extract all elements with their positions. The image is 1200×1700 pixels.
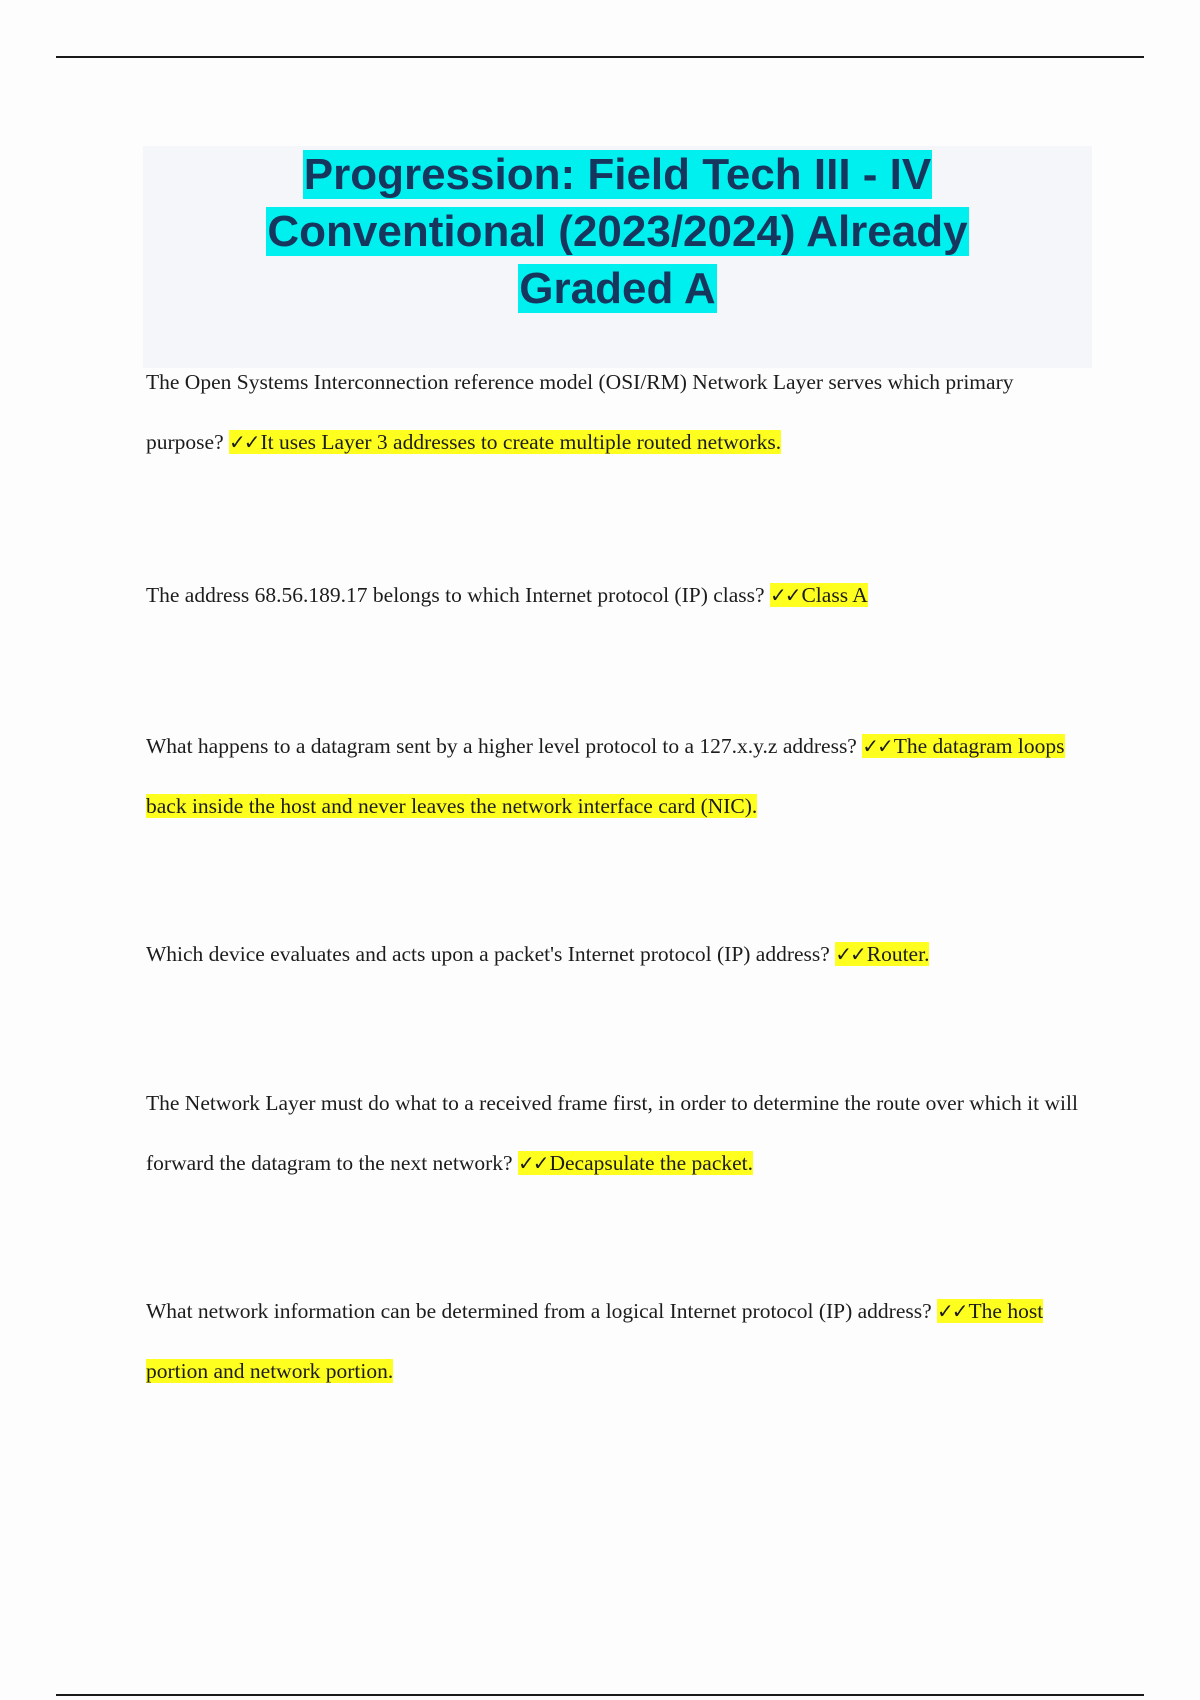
answer-text: Class A <box>801 583 868 607</box>
check-mark-icon: ✓✓ <box>937 1299 967 1323</box>
question-text: What happens to a datagram sent by a higher level protocol to a 127.x.y.z address? <box>146 734 857 758</box>
question-text: Which device evaluates and acts upon a packet's Internet protocol (IP) address? <box>146 942 830 966</box>
answer-text: Decapsulate the packet. <box>549 1151 753 1175</box>
answer-highlight <box>229 430 781 454</box>
question-text: The address 68.56.189.17 belongs to which Internet protocol (IP) class? <box>146 583 765 607</box>
answer-text: It uses Layer 3 addresses to create multiple routed networks. <box>260 430 782 454</box>
question-text: The Open Systems Interconnection reference model (OSI/RM) Network Layer serves which primary purpose? <box>146 370 1014 454</box>
title-line-2: Conventional (2023/2024) Already <box>267 207 968 256</box>
qa-item-3 <box>146 716 1086 836</box>
answer-text: The datagram loops back inside the host and never leaves the network interface card (NIC). <box>146 734 1065 818</box>
answer-highlight <box>770 583 868 607</box>
check-mark-icon: ✓✓ <box>769 583 800 607</box>
title-box <box>143 146 1092 368</box>
document-title <box>143 146 1092 317</box>
qa-item-6 <box>146 1281 1086 1401</box>
answer-text: The host portion and network portion. <box>146 1299 1044 1383</box>
question-text: What network information can be determined from a logical Internet protocol (IP) address? <box>146 1299 932 1323</box>
check-mark-icon: ✓✓ <box>862 734 892 758</box>
qa-item-1 <box>146 352 1086 472</box>
qa-item-4 <box>146 924 1086 984</box>
check-mark-icon: ✓✓ <box>517 1151 548 1175</box>
qa-item-2 <box>146 565 1086 625</box>
answer-highlight <box>518 1151 753 1175</box>
header-rule <box>56 56 1144 58</box>
question-text: The Network Layer must do what to a received frame first, in order to determine the route over which it will forward the datagram to the next network? <box>146 1091 1078 1175</box>
title-line-1: Progression: Field Tech III - IV <box>303 150 932 199</box>
qa-item-5 <box>146 1073 1086 1193</box>
answer-text: Router. <box>866 942 930 966</box>
check-mark-icon: ✓✓ <box>835 942 865 966</box>
title-line-3: Graded A <box>519 264 716 313</box>
footer-rule <box>56 1694 1144 1696</box>
check-mark-icon: ✓✓ <box>229 430 259 454</box>
answer-highlight <box>835 942 929 966</box>
